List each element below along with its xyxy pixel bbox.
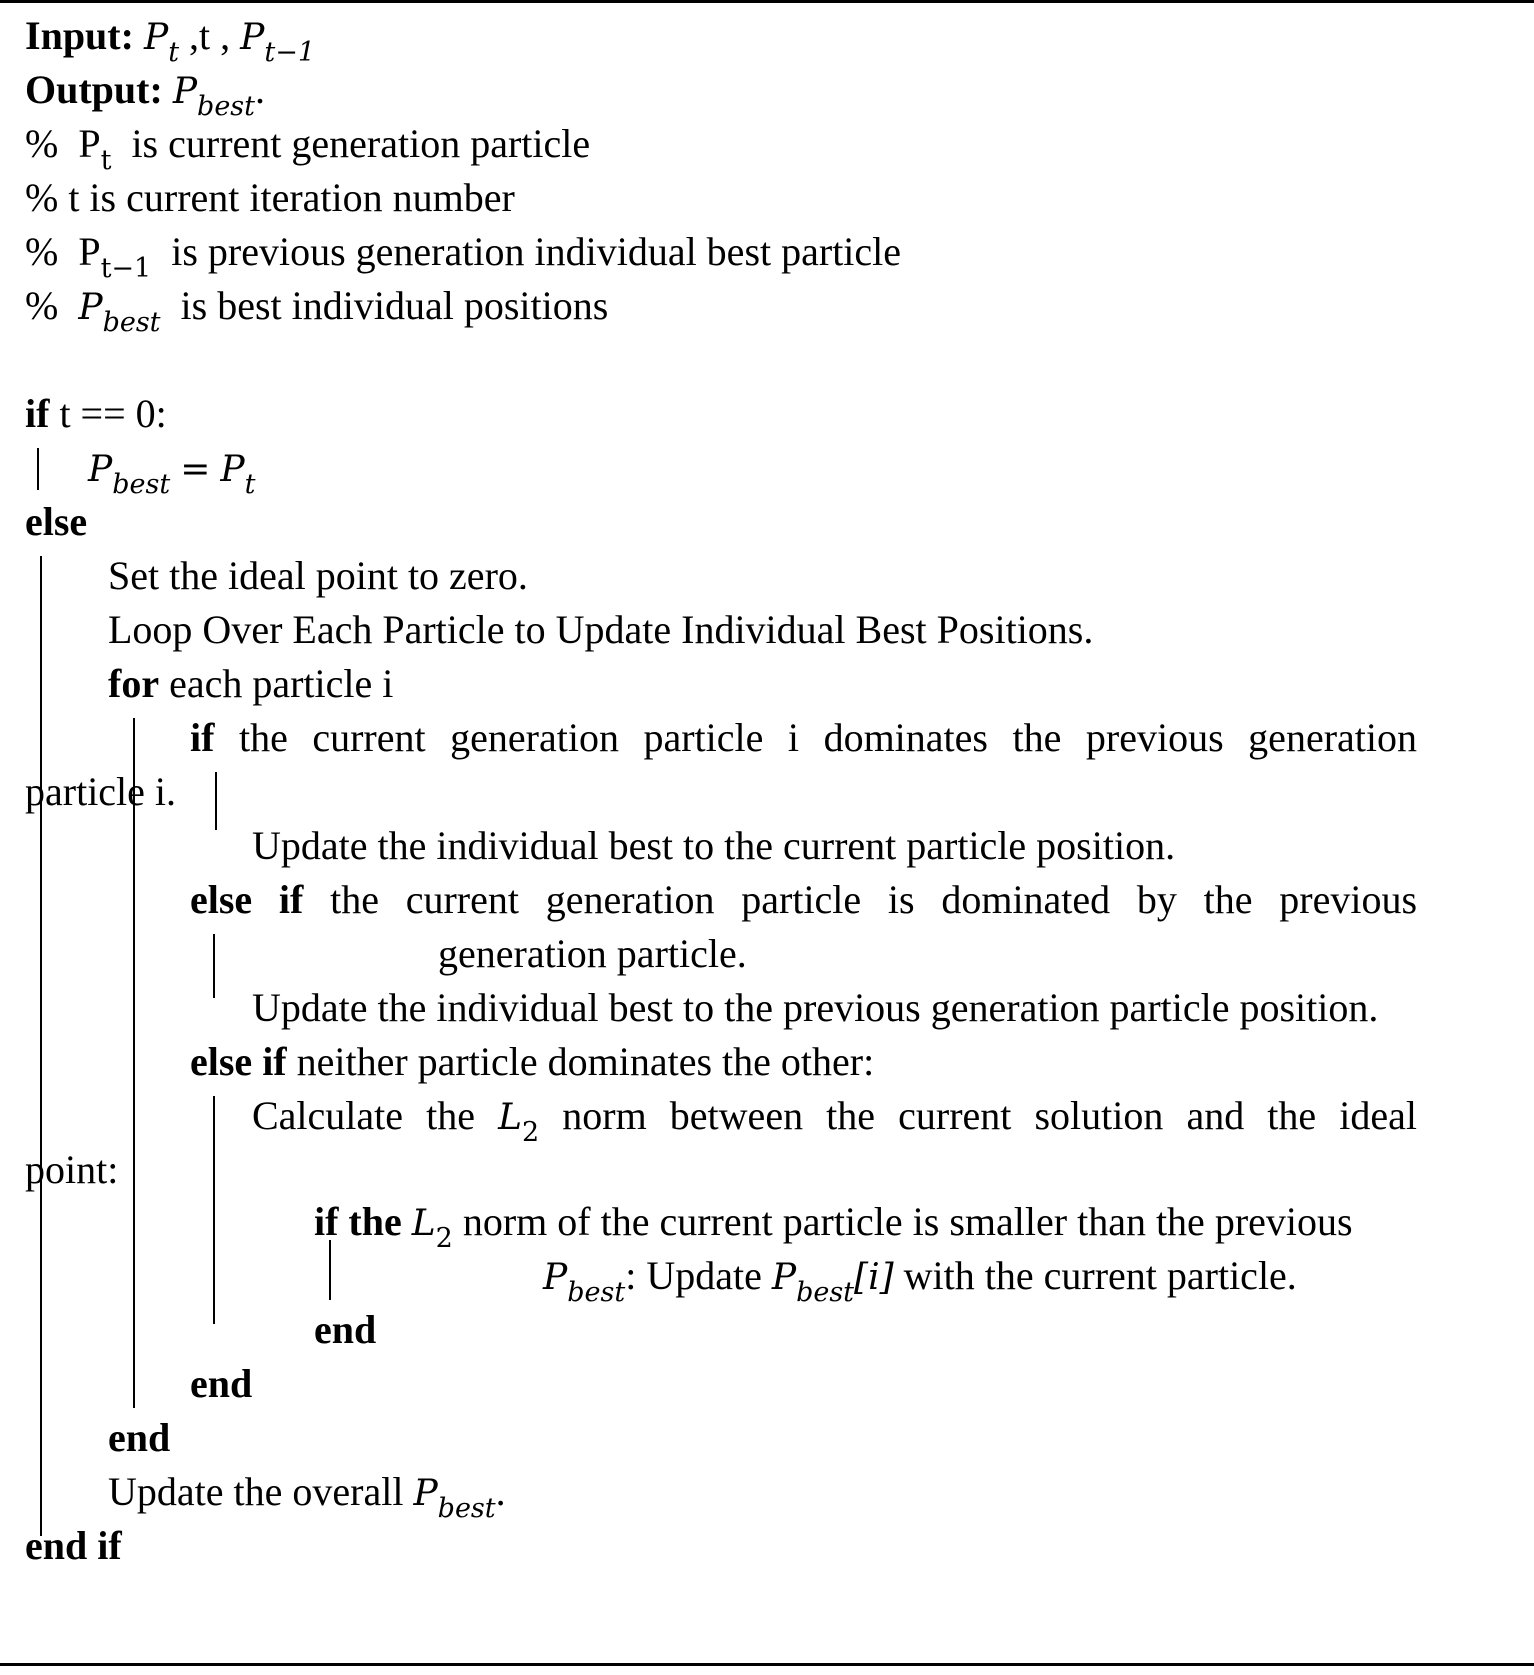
indent-bar [37, 448, 39, 490]
input-line: Input: $P_t$ ,t , $P_{t-1}$ [25, 13, 316, 68]
comment-pbest: % $P_{best}$ is best individual positions [25, 283, 609, 338]
indent-bar-else [40, 556, 42, 1536]
end-if-line: end if [25, 1523, 122, 1568]
indent-bar-if-l2 [329, 1240, 331, 1300]
else-keyword: else [25, 499, 88, 544]
set-ideal-line: Set the ideal point to zero. [108, 553, 528, 598]
for-line: for each particle i [108, 661, 394, 706]
end-inner-if: end [314, 1307, 377, 1352]
end-if-chain: end [190, 1361, 253, 1406]
if-t-zero: if t == 0: [25, 391, 167, 436]
update-current-line: Update the individual best to the current particle position. [252, 823, 1176, 868]
indent-bar-else-if-dominated [213, 934, 215, 998]
assign-pbest: $P_{best} = P_t$ [88, 449, 256, 500]
loop-desc-line: Loop Over Each Particle to Update Individual Best Positions. [108, 607, 1094, 652]
update-pbest-i-line: $P_{best}$: Update $P_{best}[i]$ with the current particle. [543, 1253, 1297, 1308]
update-previous-line: Update the individual best to the previous generation particle position. [252, 985, 1379, 1030]
bottom-rule [0, 1663, 1534, 1666]
if-dominates-line: if the current generation particle i dominates the previous generation [190, 715, 1417, 760]
indent-bar-if-dominates [215, 772, 217, 830]
dominates-cont: particle i. [25, 769, 177, 814]
top-rule [0, 0, 1534, 3]
else-if-dominated-line: else if the current generation particle is dominated by the previous [190, 877, 1418, 922]
comment-pt: % $P_t$ is current generation particle [25, 121, 591, 176]
if-l2-line: if the $L_2$ norm of the current particle is smaller than the previous [314, 1199, 1353, 1254]
indent-bar-neither [213, 1096, 215, 1324]
comment-ptm1: % $P_{t-1}$ is previous generation individual best particle [25, 229, 902, 284]
end-for: end [108, 1415, 171, 1460]
comment-t: % t is current iteration number [25, 175, 515, 220]
input-label: Input: [25, 13, 134, 58]
calc-l2-line: Calculate the $L_2$ norm between the current solution and the ideal [252, 1093, 1418, 1148]
else-if-neither-line: else if neither particle dominates the other: [190, 1039, 875, 1084]
indent-bar-for [133, 718, 135, 1408]
update-overall-line: Update the overall $P_{best}$. [108, 1469, 506, 1524]
output-label: Output: [25, 67, 163, 112]
output-line: Output: $P_{best}$. [25, 67, 266, 122]
dominated-cont: generation particle. [438, 931, 747, 976]
calc-l2-cont: point: [25, 1147, 119, 1192]
